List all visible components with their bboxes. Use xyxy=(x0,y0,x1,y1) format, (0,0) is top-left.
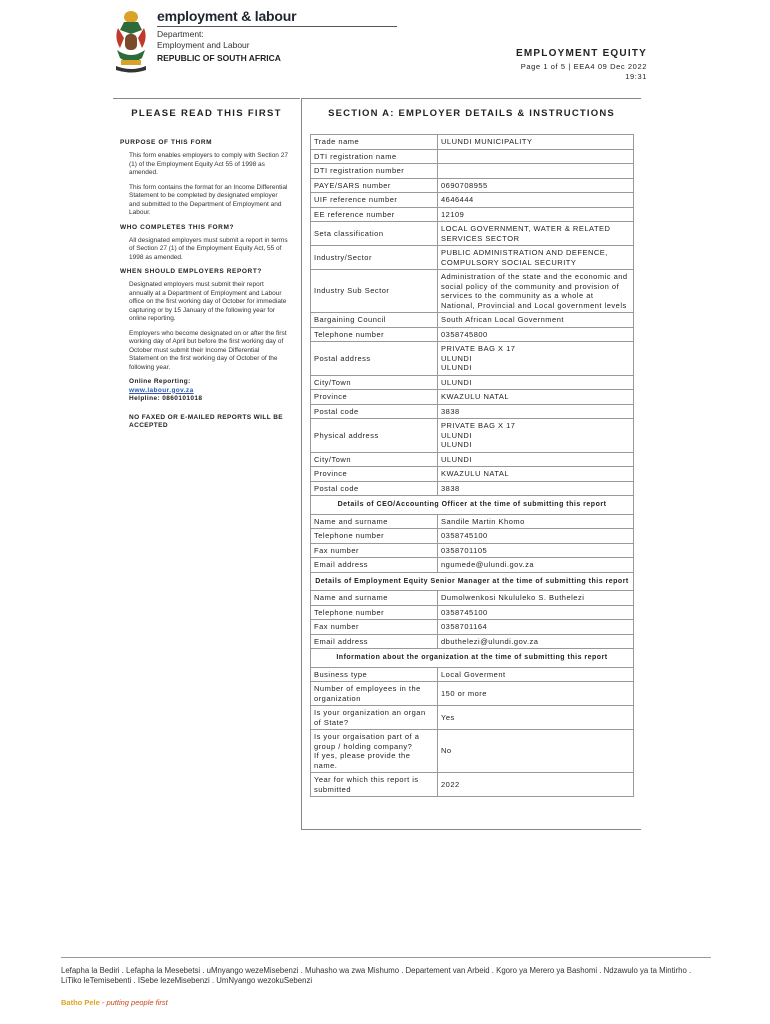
field-label: Postal code xyxy=(311,481,438,496)
field-label: City/Town xyxy=(311,375,438,390)
field-value: 0690708955 xyxy=(438,178,634,193)
field-label: Year for which this report is submitted xyxy=(311,773,438,797)
field-label: Telephone number xyxy=(311,327,438,342)
field-label: DTI registration number xyxy=(311,164,438,179)
field-label: Name and surname xyxy=(311,514,438,529)
employer-detail-row xyxy=(311,419,634,453)
employer-detail-row xyxy=(311,404,634,419)
ceo-detail-row xyxy=(311,514,634,529)
employer-detail-row xyxy=(311,246,634,270)
employer-detail-row xyxy=(311,149,634,164)
field-label: Business type xyxy=(311,667,438,682)
employer-detail-row xyxy=(311,222,634,246)
department-languages: Lefapha la Bediri . Lefapha la Mesebetsi . uMnyango wezeMisebenzi . Muhasho wa zwa Mishumo . Departement van Arbeid . Kgoro ya Merero ya Bashomi . Ndzawulo ya ta Mintirho . LiTiko leTemisebenti . ISebe lezeMisebenzi . UmNyango wezokuSebenzi xyxy=(61,966,692,985)
field-value: 0358745800 xyxy=(438,327,634,342)
instructions-title: PLEASE READ THIS FIRST xyxy=(131,108,282,119)
no-fax-notice: NO FAXED OR E-MAILED REPORTS WILL BE ACCEPTED xyxy=(129,413,284,429)
helpline-number: Helpline: 0860101018 xyxy=(129,395,203,402)
field-label: Number of employees in the organization xyxy=(311,682,438,706)
organization-info-heading: Information about the organization at the time of submitting this report xyxy=(311,649,634,668)
ee-manager-detail-row xyxy=(311,620,634,635)
who-completes-paragraph: All designated employers must submit a report in terms of Section 27 (1) of the Employment Equity Act, 55 of 1998 as amended. xyxy=(129,236,288,261)
field-value: 3838 xyxy=(438,404,634,419)
employer-detail-row xyxy=(311,270,634,313)
field-value: Local Goverment xyxy=(438,667,634,682)
field-value xyxy=(438,164,634,179)
field-value: ULUNDI xyxy=(438,375,634,390)
form-title: EMPLOYMENT EQUITY xyxy=(516,48,647,59)
organization-info-row xyxy=(311,667,634,682)
field-label: Postal address xyxy=(311,342,438,376)
employer-detail-row xyxy=(311,467,634,482)
employer-detail-row xyxy=(311,193,634,208)
employer-details-table xyxy=(310,134,634,797)
purpose-heading: PURPOSE OF THIS FORM xyxy=(120,139,213,146)
employer-detail-row xyxy=(311,178,634,193)
field-value: 0358745100 xyxy=(438,605,634,620)
employer-detail-row xyxy=(311,327,634,342)
field-value: 3838 xyxy=(438,481,634,496)
purpose-paragraph-1: This form enables employers to comply with Section 27 (1) of the Employment Equity Act 55 of 1998 as amended. xyxy=(129,152,288,176)
field-value: ngumede@ulundi.gov.za xyxy=(438,558,634,573)
field-value: South African Local Government xyxy=(438,313,634,328)
online-reporting-label: Online Reporting: xyxy=(129,378,191,385)
employer-detail-row xyxy=(311,164,634,179)
form-time: 19:31 xyxy=(625,72,647,81)
section-a-title: SECTION A: EMPLOYER DETAILS & INSTRUCTIONS xyxy=(328,108,615,119)
employer-detail-row xyxy=(311,481,634,496)
field-value: PUBLIC ADMINISTRATION AND DEFENCE, COMPULSORY SOCIAL SECURITY xyxy=(438,246,634,270)
field-label: PAYE/SARS number xyxy=(311,178,438,193)
ee-manager-details-heading-row xyxy=(311,572,634,591)
field-value: 150 or more xyxy=(438,682,634,706)
ceo-details-heading-row xyxy=(311,496,634,515)
field-value: Yes xyxy=(438,706,634,730)
purpose-paragraph-2: This form contains the format for an Income Differential Statement to be completed by designated employer and submitted to the Department of Employment and Labour. xyxy=(129,183,288,216)
organization-info-heading-row xyxy=(311,649,634,668)
employer-detail-row xyxy=(311,342,634,376)
field-value: 0358701105 xyxy=(438,543,634,558)
field-label: Physical address xyxy=(311,419,438,453)
ceo-details-heading: Details of CEO/Accounting Officer at the time of submitting this report xyxy=(311,496,634,515)
field-label: Province xyxy=(311,390,438,405)
employer-detail-row xyxy=(311,390,634,405)
department-label: Department: xyxy=(157,29,204,39)
field-value: LOCAL GOVERNMENT, WATER & RELATED SERVICES SECTOR xyxy=(438,222,634,246)
ceo-detail-row xyxy=(311,529,634,544)
page-header xyxy=(112,8,647,81)
field-label: UIF reference number xyxy=(311,193,438,208)
field-value: dbuthelezi@ulundi.gov.za xyxy=(438,634,634,649)
republic-label: REPUBLIC OF SOUTH AFRICA xyxy=(157,53,281,63)
batho-pele-tagline: - putting people first xyxy=(101,998,168,1007)
field-value xyxy=(438,149,634,164)
field-label: Telephone number xyxy=(311,605,438,620)
who-completes-heading: WHO COMPLETES THIS FORM? xyxy=(120,223,235,231)
field-value: 4646444 xyxy=(438,193,634,208)
ee-manager-detail-row xyxy=(311,634,634,649)
field-value: PRIVATE BAG X 17 ULUNDI ULUNDI xyxy=(438,342,634,376)
employer-detail-row xyxy=(311,135,634,150)
field-label: Trade name xyxy=(311,135,438,150)
field-value: 0358701164 xyxy=(438,620,634,635)
employer-detail-row xyxy=(311,207,634,222)
field-value: KWAZULU NATAL xyxy=(438,467,634,482)
when-report-paragraph-1: Designated employers must submit their report annually at a Department of Employment and Labour office on the first working day of October for immediate capturing or by 15 January of the following year for online reporting. xyxy=(129,281,287,322)
organization-info-row xyxy=(311,682,634,706)
field-value: PRIVATE BAG X 17 ULUNDI ULUNDI xyxy=(438,419,634,453)
field-value: 0358745100 xyxy=(438,529,634,544)
organization-info-row xyxy=(311,706,634,730)
field-label: Industry Sub Sector xyxy=(311,270,438,313)
field-value: ULUNDI MUNICIPALITY xyxy=(438,135,634,150)
field-label: Is your orgaisation part of a group / holding company? If yes, please provide the name. xyxy=(311,730,438,773)
field-value: Sandile Martin Khomo xyxy=(438,514,634,529)
field-label: Name and surname xyxy=(311,591,438,606)
field-value: No xyxy=(438,730,634,773)
field-label: City/Town xyxy=(311,452,438,467)
employer-detail-row xyxy=(311,375,634,390)
field-value: 2022 xyxy=(438,773,634,797)
field-label: DTI registration name xyxy=(311,149,438,164)
field-label: Email address xyxy=(311,634,438,649)
ee-manager-detail-row xyxy=(311,591,634,606)
department-name: Employment and Labour xyxy=(157,40,250,50)
ee-manager-detail-row xyxy=(311,605,634,620)
section-a-panel xyxy=(301,98,641,830)
field-value: Administration of the state and the economic and social policy of the community and provision of services to the community as a whole at National, Provincial and Local government levels xyxy=(438,270,634,313)
ee-manager-details-heading: Details of Employment Equity Senior Manager at the time of submitting this report xyxy=(311,572,634,591)
department-title: employment & labour xyxy=(157,8,397,27)
field-value: Dumolwenkosi Nkululeko S. Buthelezi xyxy=(438,591,634,606)
field-label: EE reference number xyxy=(311,207,438,222)
field-label: Telephone number xyxy=(311,529,438,544)
ceo-detail-row xyxy=(311,543,634,558)
field-label: Industry/Sector xyxy=(311,246,438,270)
field-label: Postal code xyxy=(311,404,438,419)
labour-website-link[interactable]: www.labour.gov.za xyxy=(129,386,194,394)
organization-info-row xyxy=(311,773,634,797)
field-label: Fax number xyxy=(311,620,438,635)
field-label: Fax number xyxy=(311,543,438,558)
field-label: Bargaining Council xyxy=(311,313,438,328)
batho-pele-logo: Batho Pele xyxy=(61,998,100,1007)
field-label: Seta classification xyxy=(311,222,438,246)
field-label: Province xyxy=(311,467,438,482)
field-value: 12109 xyxy=(438,207,634,222)
field-label: Is your organization an organ of State? xyxy=(311,706,438,730)
instructions-panel xyxy=(113,98,300,829)
coat-of-arms-icon xyxy=(112,8,150,74)
batho-pele-brand xyxy=(61,998,711,1007)
field-label: Email address xyxy=(311,558,438,573)
employer-detail-row xyxy=(311,313,634,328)
when-report-paragraph-2: Employers who become designated on or after the first working day of April but before the first working day of October must submit their Income Differential Statement on the first working day of October of the following year. xyxy=(129,329,287,371)
employer-detail-row xyxy=(311,452,634,467)
when-report-heading: WHEN SHOULD EMPLOYERS REPORT? xyxy=(120,268,262,275)
page-footer xyxy=(61,957,711,1007)
field-value: ULUNDI xyxy=(438,452,634,467)
organization-info-row xyxy=(311,730,634,773)
ceo-detail-row xyxy=(311,558,634,573)
form-page-info: Page 1 of 5 | EEA4 09 Dec 2022 xyxy=(520,62,647,71)
field-value: KWAZULU NATAL xyxy=(438,390,634,405)
